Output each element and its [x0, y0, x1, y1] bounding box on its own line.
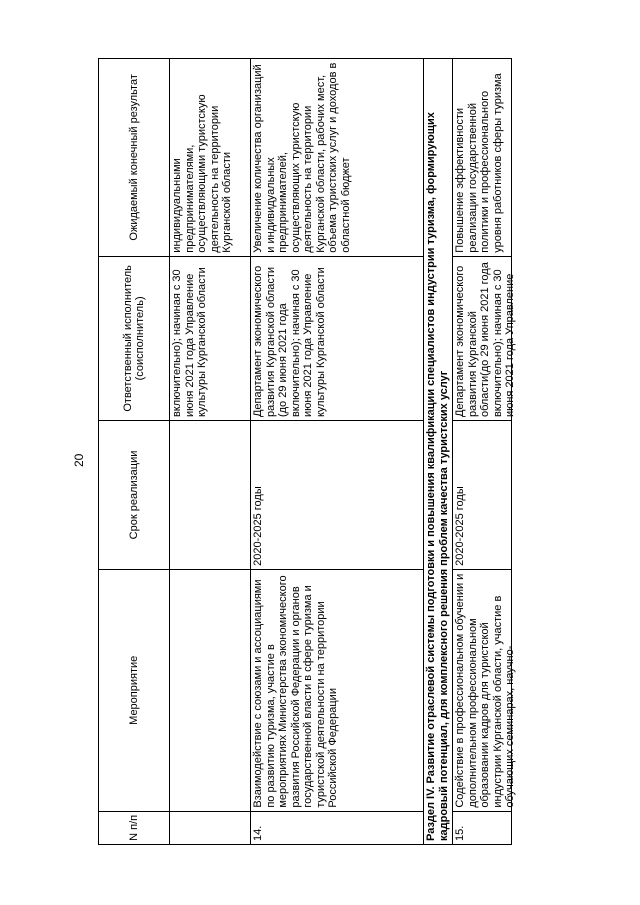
table-row	[251, 59, 424, 845]
activities-table	[98, 58, 516, 845]
header-executor: Ответственный исполнитель (соисполнитель)	[99, 256, 170, 420]
cell-executor-text: Департамент экономического развития Курганской области(до 29 июня 2021 года включительно); начиная с 30 июня 2021 года Управление	[454, 262, 516, 418]
cell-result	[453, 59, 512, 257]
cell-activity	[453, 569, 516, 811]
header-no: N п/п	[99, 811, 170, 844]
section-row	[424, 59, 453, 845]
cell-result-text: Повышение эффективности реализации государственной политики и профессионального уровня работников сферы туризма	[454, 73, 504, 253]
header-activity: Мероприятие	[99, 569, 170, 811]
cell-no	[170, 811, 251, 844]
table-row	[170, 59, 251, 845]
cell-activity: Взаимодействие с союзами и ассоциациями по развитию туризма, участие в мероприятиях Министерства экономического развития Российской Федерации и органов государственной власти в сфере туризма и туристской деятельности на территории Российской Федерации	[251, 569, 424, 811]
cell-executor	[453, 256, 516, 420]
page-number: 20	[72, 453, 86, 467]
table-header-row	[99, 59, 170, 845]
cell-result: Увеличение количества организаций и индивидуальных предпринимателей, осуществляющих туристскую деятельность на территории Курганской области, рабочих мест, объема туристских услуг и доходов в областной бюджет	[251, 59, 424, 257]
cell-no-text: 15.	[454, 825, 466, 841]
cell-term	[170, 421, 251, 570]
cell-executor: включительно); начиная с 30 июня 2021 года Управление культуры Курганской области	[170, 256, 251, 420]
cell-activity	[170, 569, 251, 811]
cell-term	[453, 421, 512, 570]
cell-result: индивидуальными предпринимателями, осуществляющими туристскую деятельность на территории Курганской области	[170, 59, 251, 257]
table-row	[453, 59, 512, 845]
header-result: Ожидаемый конечный результат	[99, 59, 170, 257]
section-heading: Раздел IV. Развитие отраслевой системы подготовки и повышения квалификации специалистов индустрии туризма, формирующих кадровый потенциал, для комплексного решения проблем качества туристских услуг	[424, 59, 453, 845]
cell-term-text: 2020-2025 годы	[454, 486, 466, 566]
cell-activity-text: Содействие в профессиональном обучении и дополнительном профессиональном образовании кадров для туристской индустрии Курганской области, участие в обучающих семинарах, научно-	[454, 573, 516, 808]
cell-no	[453, 811, 512, 844]
rotated-page-content	[98, 58, 597, 845]
cell-no: 14.	[251, 811, 424, 844]
header-term: Срок реализации	[99, 421, 170, 570]
cell-executor: Департамент экономического развития Курганской области (до 29 июня 2021 года включительно); начиная с 30 июня 2021 года Управление культуры Курганской области	[251, 256, 424, 420]
cell-term: 2020-2025 годы	[251, 421, 424, 570]
